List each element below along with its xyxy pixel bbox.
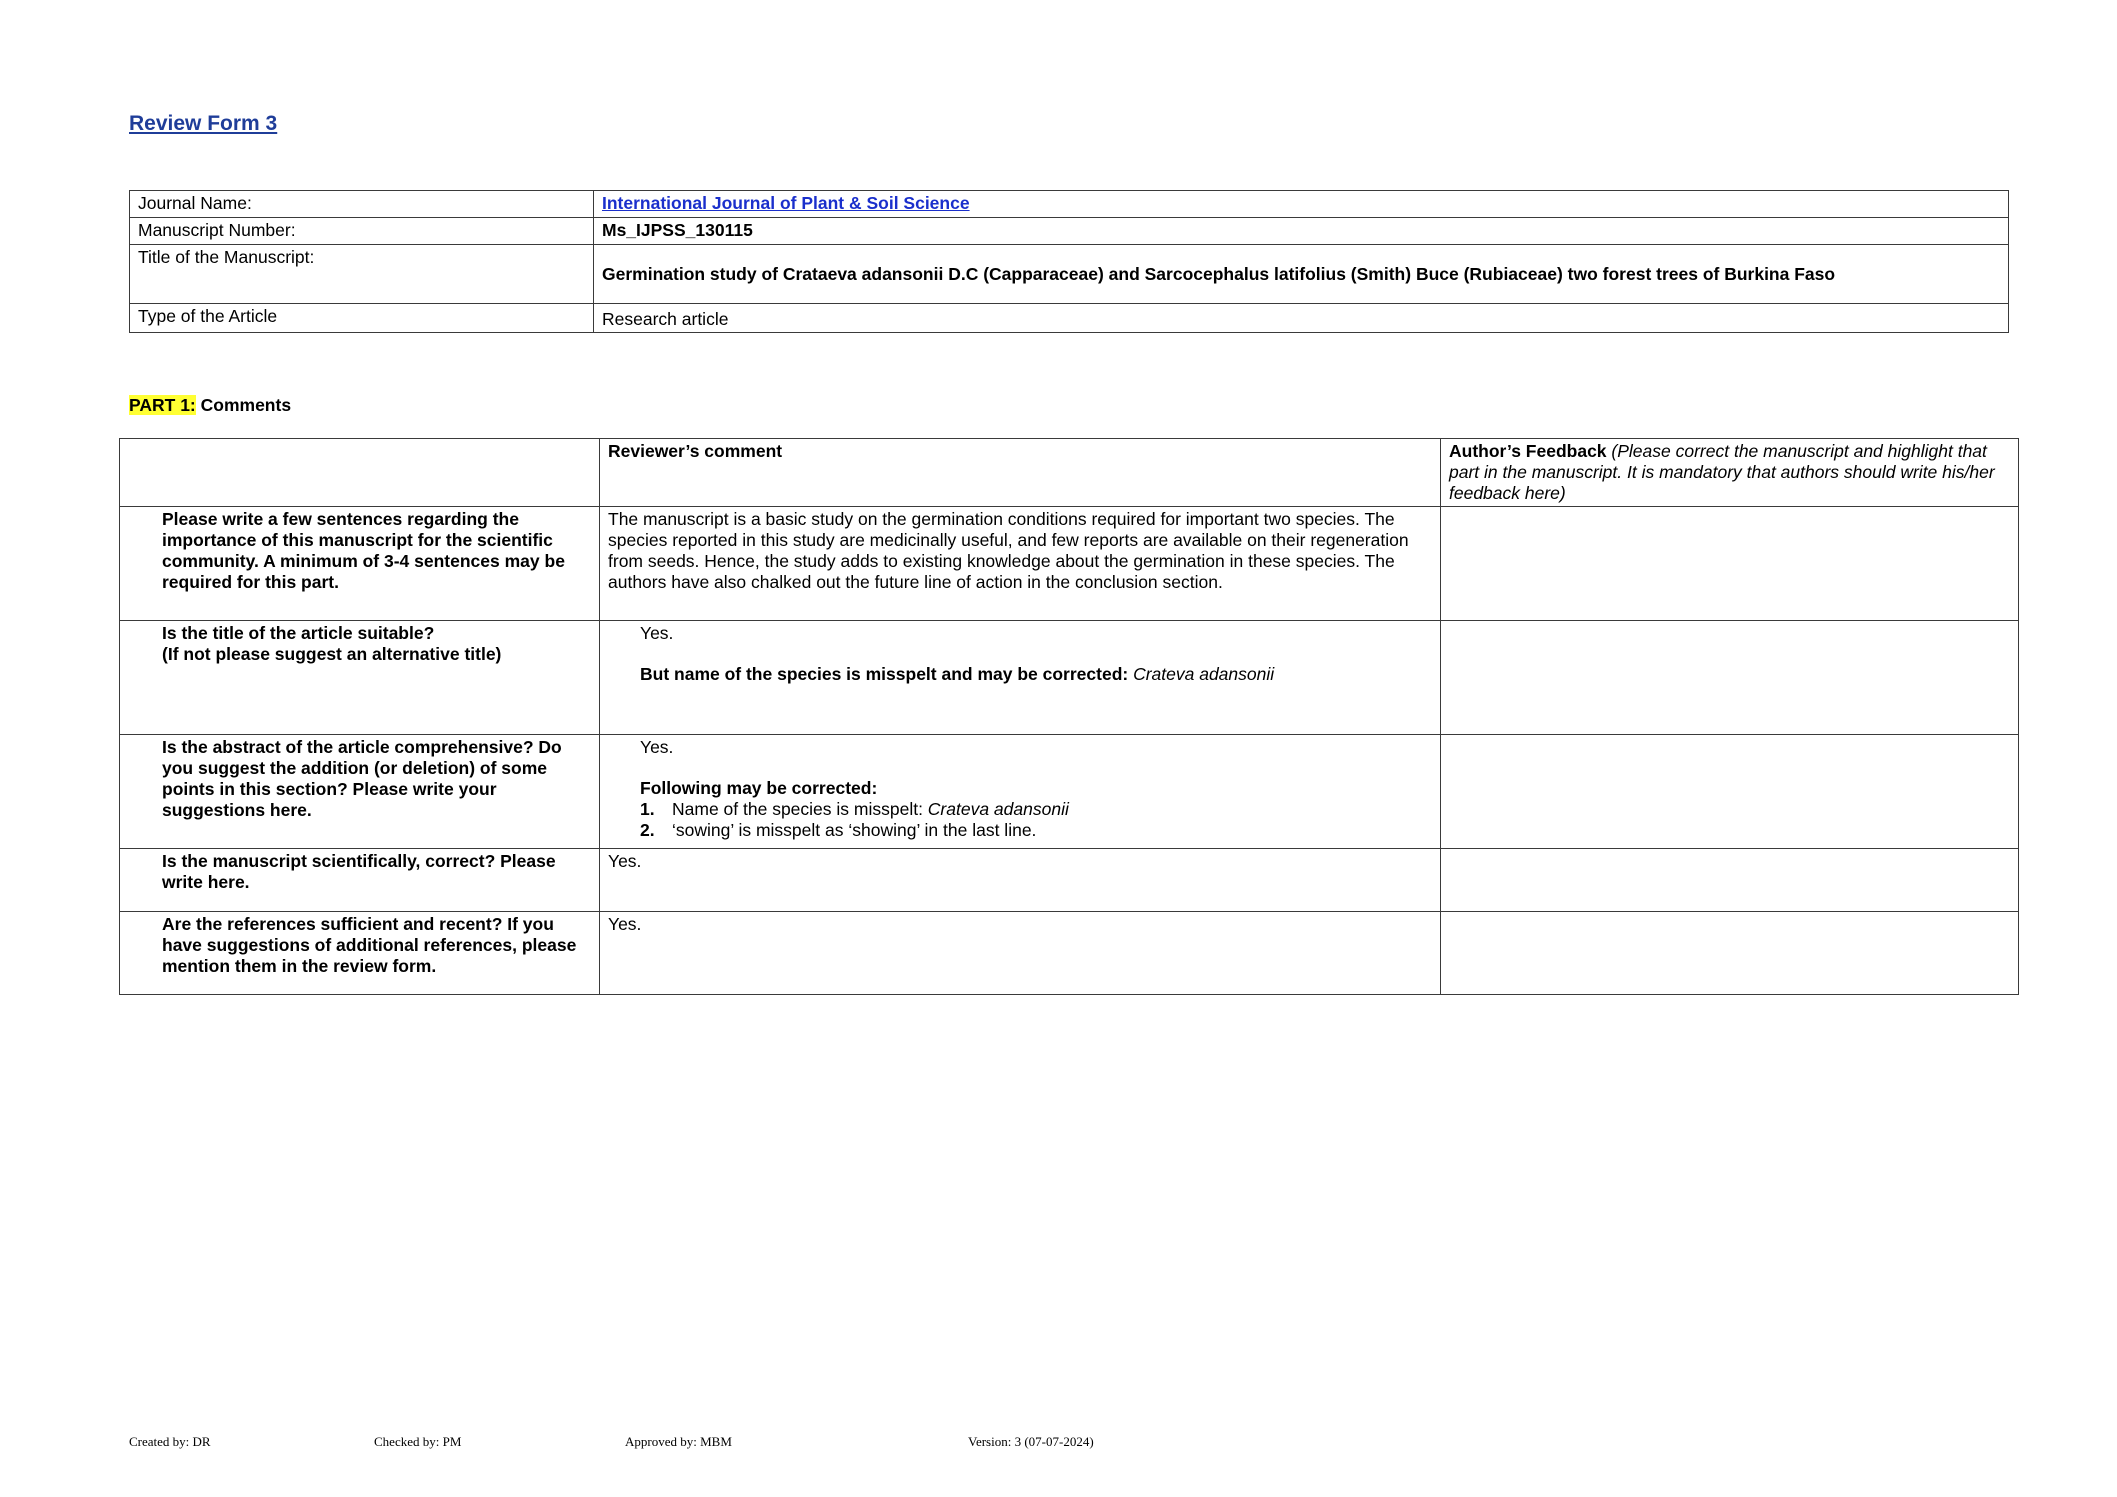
author-feedback-header <box>1441 439 2019 507</box>
article-type-label: Type of the Article <box>130 304 594 333</box>
footer-approved: Approved by: MBM <box>625 1434 732 1449</box>
header-empty-cell <box>120 439 600 507</box>
part1-highlight: PART 1: <box>129 395 196 415</box>
feedback-references[interactable] <box>1441 912 2019 995</box>
comment-title-bold: But name of the species is misspelt and may be corrected: <box>640 664 1134 684</box>
manuscript-title-value: Germination study of Crataeva adansonii D.C (Capparaceae) and Sarcocephalus latifolius (Smith) Buce (Rubiaceae) two forest trees of Burkina Faso <box>594 245 2009 304</box>
list-text: Name of the species is misspelt: <box>672 799 928 819</box>
comment-title-yes: Yes. <box>640 623 674 643</box>
feedback-scientific[interactable] <box>1441 849 2019 912</box>
author-feedback-title: Author’s Feedback <box>1449 441 1607 461</box>
list-text: ‘sowing’ is misspelt as ‘showing’ in the last line. <box>672 820 1037 840</box>
article-type-value: Research article <box>594 304 2009 333</box>
journal-label: Journal Name: <box>130 191 594 218</box>
question-title-line1: Is the title of the article suitable? <box>162 623 435 643</box>
comment-importance: The manuscript is a basic study on the germination conditions required for important two species. The species reported in this study are medicinally useful, and few reports are available on their regeneration from seeds. Hence, the study adds to existing knowledge about the germination in these species. The authors have also chalked out the future line of action in the conclusion section. <box>600 507 1441 621</box>
comments-table <box>119 438 2019 995</box>
manuscript-number-value: Ms_IJPSS_130115 <box>594 218 2009 245</box>
manuscript-number-label: Manuscript Number: <box>130 218 594 245</box>
comment-scientific: Yes. <box>600 849 1441 912</box>
part1-heading <box>129 395 291 416</box>
feedback-title-suitable[interactable] <box>1441 621 2019 735</box>
feedback-importance[interactable] <box>1441 507 2019 621</box>
question-references: Are the references sufficient and recent? If you have suggestions of additional references, please mention them in the review form. <box>120 912 600 995</box>
comment-abstract-heading: Following may be corrected: <box>640 778 878 798</box>
list-number: 2. <box>640 820 655 840</box>
list-number: 1. <box>640 799 655 819</box>
list-species: Crateva adansonii <box>927 799 1069 819</box>
manuscript-info-table <box>129 190 2009 333</box>
question-abstract: Is the abstract of the article comprehensive? Do you suggest the addition (or deletion) of some points in this section? Please write your suggestions here. <box>120 735 600 849</box>
abstract-corrections-list <box>608 799 1432 841</box>
footer-checked: Checked by: PM <box>374 1434 462 1449</box>
question-importance: Please write a few sentences regarding the importance of this manuscript for the scientific community. A minimum of 3-4 sentences may be required for this part. <box>120 507 600 621</box>
comment-title-correction <box>608 664 1432 685</box>
question-title-suitable <box>120 621 600 735</box>
form-title[interactable]: Review Form 3 <box>129 112 278 135</box>
author-feedback-instructions: (Please correct the manuscript and highlight that part in the manuscript. It is mandatory that authors should write his/her feedback here) <box>1449 441 1995 503</box>
footer-created: Created by: DR <box>129 1434 211 1449</box>
part1-label: Comments <box>195 395 292 415</box>
manuscript-title-label: Title of the Manuscript: <box>130 245 594 304</box>
journal-link[interactable]: International Journal of Plant & Soil Science <box>594 191 2009 218</box>
comment-title-suitable <box>600 621 1441 735</box>
footer-version: Version: 3 (07-07-2024) <box>968 1434 1094 1449</box>
question-title-line2: (If not please suggest an alternative title) <box>162 644 502 664</box>
list-item <box>640 799 1432 820</box>
comment-abstract <box>600 735 1441 849</box>
question-scientific: Is the manuscript scientifically, correct? Please write here. <box>120 849 600 912</box>
comment-references: Yes. <box>600 912 1441 995</box>
feedback-abstract[interactable] <box>1441 735 2019 849</box>
comment-abstract-yes: Yes. <box>640 737 674 757</box>
comment-title-species: Crateva adansonii <box>1133 664 1275 684</box>
reviewer-comment-header: Reviewer’s comment <box>600 439 1441 507</box>
list-item <box>640 820 1432 841</box>
